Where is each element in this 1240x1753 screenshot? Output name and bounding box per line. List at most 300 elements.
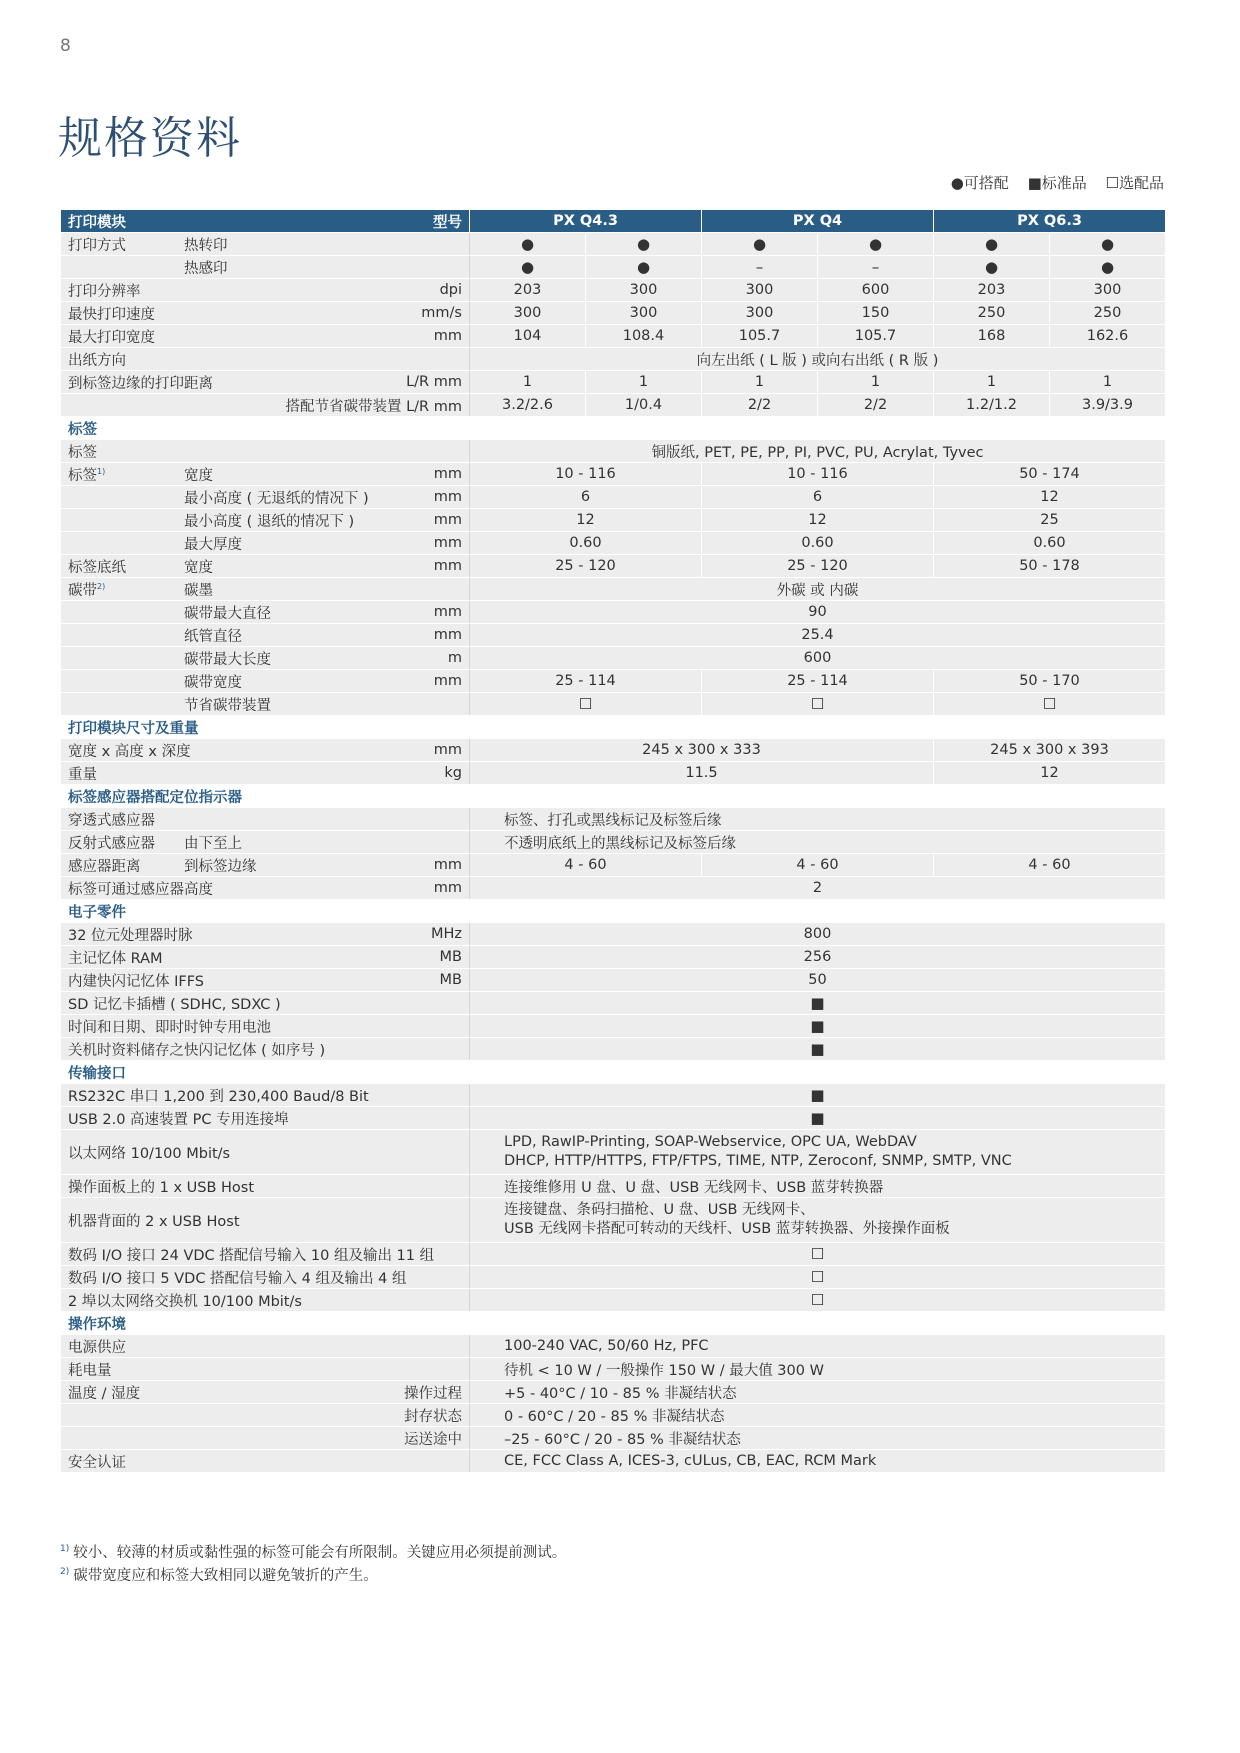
value-cell	[470, 371, 586, 394]
row-unit: mm	[433, 512, 462, 528]
row-label-cell	[61, 670, 470, 693]
row-label-cell	[61, 1175, 470, 1198]
row-label: 温度 / 湿度	[68, 1385, 141, 1402]
value-cell	[586, 302, 702, 325]
value-cell	[702, 371, 818, 394]
value-cell	[470, 1175, 1166, 1198]
row-label: 出纸方向	[68, 352, 126, 369]
row-label-cell	[61, 1266, 470, 1289]
row-label-cell	[61, 1450, 470, 1473]
value-cell	[586, 325, 702, 348]
row-unit: mm	[433, 857, 462, 873]
value-cell	[470, 1038, 1166, 1061]
row-sublabel: 碳带宽度	[184, 674, 242, 691]
row-label-cell	[61, 877, 470, 900]
page-title: 规格资料	[58, 113, 242, 164]
value-cell	[586, 233, 702, 256]
table-row	[61, 1335, 1166, 1358]
row-sublabel: 纸管直径	[184, 628, 242, 645]
value-text: 25 - 114	[555, 673, 616, 689]
table-row	[61, 1175, 1166, 1198]
value-cell	[702, 463, 934, 486]
value-cell	[818, 279, 934, 302]
value-text: ●	[636, 235, 651, 253]
row-label: 内建快闪记忆体 IFFS	[68, 973, 205, 990]
table-row	[61, 808, 1166, 831]
value-cell	[934, 394, 1050, 417]
row-label-cell	[61, 463, 470, 486]
row-sublabel: 节省碳带装置	[184, 697, 271, 714]
table-row	[61, 831, 1166, 854]
section-heading-row	[61, 1061, 1166, 1084]
header-model-label: 型号	[433, 214, 462, 231]
value-text: ■	[810, 1040, 825, 1058]
row-unit: dpi	[439, 282, 462, 298]
value-text: 0.60	[569, 535, 602, 551]
footnote-2: $^{2)}$ 碳带宽度应和标签大致相同以避免皱折的产生。	[60, 1566, 378, 1584]
value-text: 104	[513, 328, 542, 344]
table-row	[61, 394, 1166, 417]
value-cell	[818, 371, 934, 394]
value-text: 25 - 114	[787, 673, 848, 689]
row-label-cell	[61, 601, 470, 624]
value-cell	[702, 256, 818, 279]
value-cell	[470, 647, 1166, 670]
value-text: ☐	[810, 695, 825, 713]
row-label: 标签$^{1)}$	[68, 466, 106, 484]
table-row	[61, 1266, 1166, 1289]
section-heading: 打印模块尺寸及重量	[61, 716, 1166, 739]
row-unit: mm	[433, 604, 462, 620]
value-text: ●	[868, 235, 883, 253]
value-cell	[1050, 279, 1166, 302]
value-text: 50 - 178	[1019, 558, 1080, 574]
value-text: 3.2/2.6	[501, 397, 553, 413]
footnote-1: $^{1)}$ 较小、较薄的材质或黏性强的标签可能会有所限制。关键应用必须提前测试。	[60, 1544, 567, 1561]
value-text: 105.7	[854, 328, 897, 344]
row-unit: mm	[433, 558, 462, 574]
value-text: 1	[522, 374, 533, 390]
value-cell	[470, 1404, 1166, 1427]
value-cell	[470, 670, 702, 693]
value-text: 108.4	[622, 328, 665, 344]
value-cell	[934, 371, 1050, 394]
value-text: 6	[580, 489, 591, 505]
row-label: 打印方式	[68, 237, 126, 254]
value-cell	[470, 440, 1166, 463]
row-label: 反射式感应器	[68, 835, 155, 852]
value-cell	[934, 486, 1166, 509]
value-cell	[702, 279, 818, 302]
row-sublabel: 热转印	[184, 237, 228, 254]
row-label-cell	[61, 394, 470, 417]
value-text: 铜版纸, PET, PE, PP, PI, PVC, PU, Acrylat, Tyvec	[651, 444, 984, 461]
table-row	[61, 279, 1166, 302]
row-label: 最大打印宽度	[68, 329, 155, 346]
header-model-3: PX Q6.3	[934, 210, 1166, 233]
value-cell	[934, 532, 1166, 555]
value-cell	[470, 1358, 1166, 1381]
row-label-cell	[61, 1335, 470, 1358]
row-label-cell	[61, 762, 470, 785]
table-row	[61, 1404, 1166, 1427]
row-label-cell	[61, 1107, 470, 1130]
section-heading-row	[61, 785, 1166, 808]
value-text: –	[871, 258, 880, 276]
table-row	[61, 1289, 1166, 1312]
value-cell	[470, 394, 586, 417]
value-cell	[702, 233, 818, 256]
value-text: 1	[986, 374, 997, 390]
section-heading: 标签感应器搭配定位指示器	[61, 785, 1166, 808]
row-label-cell	[61, 440, 470, 463]
value-text: 250	[1093, 305, 1122, 321]
row-label-cell	[61, 1243, 470, 1266]
value-cell	[470, 1266, 1166, 1289]
value-cell	[586, 394, 702, 417]
value-cell	[934, 256, 1050, 279]
value-text: 0.60	[1033, 535, 1066, 551]
value-text: 12	[1040, 489, 1059, 505]
row-label: 感应器距离	[68, 858, 141, 875]
row-label-cell	[61, 923, 470, 946]
section-heading: 标签	[61, 417, 1166, 440]
value-cell	[934, 670, 1166, 693]
table-row	[61, 1358, 1166, 1381]
value-cell	[470, 992, 1166, 1015]
value-cell	[702, 509, 934, 532]
value-text: 300	[629, 282, 658, 298]
value-cell	[470, 1107, 1166, 1130]
value-cell	[470, 348, 1166, 371]
value-text: ☐	[1042, 695, 1057, 713]
value-cell	[470, 946, 1166, 969]
value-cell	[702, 670, 934, 693]
value-text: –	[755, 258, 764, 276]
value-cell	[934, 279, 1050, 302]
value-text: ●	[984, 258, 999, 276]
value-cell	[470, 486, 702, 509]
table-row	[61, 693, 1166, 716]
value-text: 10 - 116	[787, 466, 848, 482]
value-cell	[702, 555, 934, 578]
value-cell	[1050, 325, 1166, 348]
table-row	[61, 923, 1166, 946]
value-cell	[1050, 302, 1166, 325]
value-cell	[470, 555, 702, 578]
row-sublabel: 碳带最大直径	[184, 605, 271, 622]
table-header-row	[61, 210, 1166, 233]
value-text: 2/2	[863, 397, 888, 413]
row-label-cell	[61, 1198, 470, 1243]
row-unit: mm	[433, 673, 462, 689]
value-text: 不透明底纸上的黑线标记及标签后缘	[504, 835, 736, 852]
value-text: ■	[810, 1017, 825, 1035]
value-text: 1/0.4	[624, 397, 663, 413]
row-label-cell	[61, 1358, 470, 1381]
value-cell	[470, 1243, 1166, 1266]
row-label-cell	[61, 647, 470, 670]
table-row	[61, 647, 1166, 670]
row-label-cell	[61, 946, 470, 969]
row-unit: 搭配节省碳带装置 L/R mm	[285, 398, 462, 415]
row-sublabel: 到标签边缘	[184, 858, 257, 875]
table-row	[61, 371, 1166, 394]
row-label: RS232C 串口 1,200 到 230,400 Baud/8 Bit	[68, 1088, 369, 1105]
row-label: 时间和日期、即时时钟专用电池	[68, 1019, 271, 1036]
value-text: ■	[810, 1086, 825, 1104]
page-number: 8	[60, 36, 71, 56]
value-cell	[934, 555, 1166, 578]
row-label-cell	[61, 693, 470, 716]
table-row	[61, 348, 1166, 371]
value-text: 1	[754, 374, 765, 390]
value-cell	[470, 325, 586, 348]
row-unit: mm	[433, 466, 462, 482]
value-cell	[470, 1084, 1166, 1107]
value-text: 标签、打孔或黑线标记及标签后缘	[504, 812, 722, 829]
value-text: ●	[520, 235, 535, 253]
value-cell	[470, 233, 586, 256]
value-text: 300	[513, 305, 542, 321]
value-cell	[934, 302, 1050, 325]
row-label-cell	[61, 1381, 470, 1404]
value-text: 600	[803, 650, 832, 666]
value-text: 300	[745, 305, 774, 321]
value-text: 10 - 116	[555, 466, 616, 482]
value-cell	[1050, 394, 1166, 417]
legend-standard: ■标准品	[1027, 174, 1087, 192]
header-module-label: 打印模块	[68, 214, 126, 231]
value-text: 600	[861, 282, 890, 298]
section-heading-row	[61, 716, 1166, 739]
value-cell	[470, 279, 586, 302]
row-unit: mm	[433, 627, 462, 643]
row-label: 标签底纸	[68, 559, 126, 576]
row-label-cell	[61, 325, 470, 348]
value-cell	[934, 463, 1166, 486]
value-cell	[470, 1427, 1166, 1450]
table-row	[61, 1450, 1166, 1473]
row-label: 电源供应	[68, 1339, 126, 1356]
value-text: 6	[812, 489, 823, 505]
row-label: 宽度 x 高度 x 深度	[68, 743, 191, 760]
table-row	[61, 670, 1166, 693]
value-cell	[470, 509, 702, 532]
table-row	[61, 1038, 1166, 1061]
value-cell	[470, 1015, 1166, 1038]
value-cell	[1050, 371, 1166, 394]
row-unit: 操作过程	[404, 1385, 462, 1402]
value-text: 300	[1093, 282, 1122, 298]
row-label-cell	[61, 279, 470, 302]
value-cell	[818, 394, 934, 417]
header-label-cell	[61, 210, 470, 233]
row-label: SD 记忆卡插槽 ( SDHC, SDXC )	[68, 996, 281, 1013]
table-row	[61, 233, 1166, 256]
value-cell	[470, 1335, 1166, 1358]
row-label: USB 2.0 高速装置 PC 专用连接埠	[68, 1111, 289, 1128]
row-sublabel: 由下至上	[184, 835, 242, 852]
table-row	[61, 877, 1166, 900]
header-model-2: PX Q4	[702, 210, 934, 233]
value-cell	[470, 578, 1166, 601]
table-row	[61, 969, 1166, 992]
table-row	[61, 1130, 1166, 1175]
row-label: 数码 I/O 接口 5 VDC 搭配信号输入 4 组及输出 4 组	[68, 1270, 407, 1287]
footnote-marker: 1)	[97, 466, 106, 476]
row-label-cell	[61, 992, 470, 1015]
value-text: 50 - 170	[1019, 673, 1080, 689]
row-label-cell	[61, 854, 470, 877]
row-label-cell	[61, 555, 470, 578]
value-text: ●	[636, 258, 651, 276]
value-text: 4 - 60	[564, 857, 607, 873]
legend-optional: ☐选配品	[1105, 174, 1164, 192]
value-text: LPD, RawIP-Printing, SOAP-Webservice, OPC UA, WebDAV DHCP, HTTP/HTTPS, FTP/FTPS, TIME, NTP, Zeroconf, SNMP, SMTP, VNC	[504, 1134, 1012, 1169]
row-sublabel: 碳墨	[184, 582, 213, 599]
section-heading: 操作环境	[61, 1312, 1166, 1335]
value-text: 待机 < 10 W / 一般操作 150 W / 最大值 300 W	[504, 1362, 824, 1379]
value-text: CE, FCC Class A, ICES-3, cULus, CB, EAC, RCM Mark	[504, 1453, 877, 1469]
value-cell	[470, 1130, 1166, 1175]
value-cell	[470, 532, 702, 555]
value-text: 245 x 300 x 333	[642, 742, 761, 758]
table-row	[61, 1015, 1166, 1038]
row-label: 耗电量	[68, 1362, 112, 1379]
value-text: 4 - 60	[1028, 857, 1071, 873]
value-cell	[470, 1289, 1166, 1312]
row-label: 关机时资料储存之快闪记忆体 ( 如序号 )	[68, 1042, 326, 1059]
value-text: 连接键盘、条码扫描枪、U 盘、USB 无线网卡、 USB 无线网卡搭配可转动的天线杆、USB 蓝芽转换器、外接操作面板	[504, 1202, 950, 1237]
row-unit: m	[447, 650, 462, 666]
row-label-cell	[61, 348, 470, 371]
table-row	[61, 440, 1166, 463]
row-label-cell	[61, 1038, 470, 1061]
row-label-cell	[61, 532, 470, 555]
value-text: 800	[803, 926, 832, 942]
value-text: 203	[977, 282, 1006, 298]
row-label: 32 位元处理器时脉	[68, 927, 193, 944]
row-label-cell	[61, 831, 470, 854]
row-label: 安全认证	[68, 1454, 126, 1471]
row-label-cell	[61, 1289, 470, 1312]
footnotes	[60, 1540, 566, 1586]
value-text: ☐	[810, 1268, 825, 1286]
value-text: 150	[861, 305, 890, 321]
value-text: 向左出纸 ( L 版 ) 或向右出纸 ( R 版 )	[696, 352, 939, 369]
value-text: ●	[1100, 258, 1115, 276]
value-cell	[470, 302, 586, 325]
row-label: 打印分辨率	[68, 283, 141, 300]
value-text: 25 - 120	[787, 558, 848, 574]
value-text: ●	[1100, 235, 1115, 253]
row-label-cell	[61, 486, 470, 509]
value-text: ●	[984, 235, 999, 253]
table-row	[61, 854, 1166, 877]
table-row	[61, 739, 1166, 762]
value-cell	[470, 1198, 1166, 1243]
row-label: 以太网络 10/100 Mbit/s	[68, 1145, 231, 1162]
row-label: 最快打印速度	[68, 306, 155, 323]
spec-table	[60, 209, 1166, 1473]
value-cell	[586, 371, 702, 394]
value-cell	[702, 854, 934, 877]
section-heading: 传输接口	[61, 1061, 1166, 1084]
value-cell	[470, 739, 934, 762]
value-cell	[934, 762, 1166, 785]
section-heading-row	[61, 900, 1166, 923]
row-unit: MHz	[430, 926, 462, 942]
row-label-cell	[61, 808, 470, 831]
value-cell	[470, 624, 1166, 647]
value-cell	[818, 233, 934, 256]
value-text: 12	[576, 512, 595, 528]
footnote-marker: 2)	[97, 581, 106, 591]
value-text: 245 x 300 x 393	[990, 742, 1109, 758]
row-label: 标签	[68, 444, 97, 461]
value-text: 外碳 或 内碳	[776, 582, 859, 599]
row-label-cell	[61, 624, 470, 647]
row-label-cell	[61, 1015, 470, 1038]
table-row	[61, 555, 1166, 578]
value-text: 25 - 120	[555, 558, 616, 574]
value-cell	[818, 325, 934, 348]
value-cell	[934, 325, 1050, 348]
value-text: 50 - 174	[1019, 466, 1080, 482]
row-sublabel: 最小高度 ( 无退纸的情况下 )	[184, 490, 369, 507]
value-text: 12	[808, 512, 827, 528]
value-cell	[470, 762, 934, 785]
row-label-cell	[61, 1130, 470, 1175]
row-sublabel: 热感印	[184, 260, 228, 277]
row-label-cell	[61, 233, 470, 256]
table-row	[61, 1381, 1166, 1404]
value-text: 25.4	[801, 627, 834, 643]
row-unit: mm/s	[421, 305, 462, 321]
row-label: 2 埠以太网络交换机 10/100 Mbit/s	[68, 1293, 302, 1310]
value-text: 168	[977, 328, 1006, 344]
value-text: ☐	[810, 1245, 825, 1263]
row-sublabel: 宽度	[184, 467, 213, 484]
value-text: 1	[1102, 374, 1113, 390]
value-cell	[470, 1450, 1166, 1473]
value-text: 11.5	[685, 765, 718, 781]
row-unit: mm	[433, 535, 462, 551]
value-cell	[470, 808, 1166, 831]
row-unit: 封存状态	[404, 1408, 462, 1425]
value-cell	[586, 256, 702, 279]
row-label-cell	[61, 578, 470, 601]
table-row	[61, 624, 1166, 647]
value-cell	[470, 463, 702, 486]
row-unit: kg	[444, 765, 462, 781]
value-text: 256	[803, 949, 832, 965]
value-text: ■	[810, 994, 825, 1012]
value-cell	[470, 601, 1166, 624]
table-row	[61, 325, 1166, 348]
value-text: ●	[520, 258, 535, 276]
table-row	[61, 463, 1166, 486]
row-label-cell	[61, 302, 470, 325]
row-label: 穿透式感应器	[68, 812, 155, 829]
row-sublabel: 最大厚度	[184, 536, 242, 553]
row-label: 碳带$^{2)}$	[68, 581, 106, 599]
row-label: 重量	[68, 766, 97, 783]
row-unit: MB	[439, 949, 462, 965]
row-label-cell	[61, 1427, 470, 1450]
value-text: 250	[977, 305, 1006, 321]
